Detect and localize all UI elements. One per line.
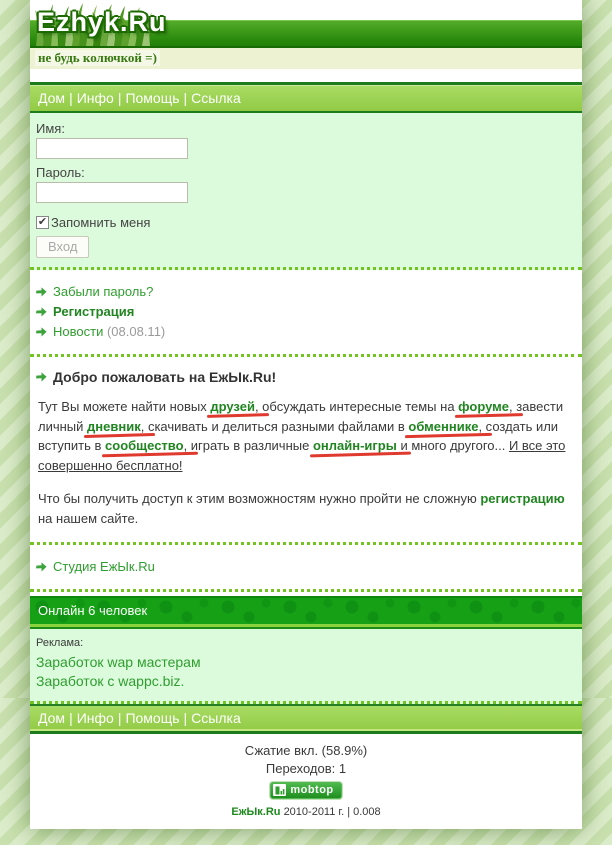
community-link[interactable]: сообщество [105, 438, 184, 453]
news-link[interactable]: Новости [53, 324, 104, 339]
intro-paragraph [38, 397, 574, 475]
page-container [30, 0, 582, 829]
welcome-title-row [36, 369, 576, 385]
arrow-icon [36, 287, 47, 297]
friends-link[interactable]: друзей [210, 399, 255, 414]
arrow-icon [36, 327, 47, 337]
site-logo[interactable]: Ezhyk.Ru [37, 7, 167, 37]
footer-site-link[interactable]: ЕжЫк.Ru [231, 806, 281, 818]
copyright-line [30, 806, 582, 818]
quick-links [30, 270, 582, 357]
bottom-nav [30, 704, 582, 734]
text-segment: , обсуждать интересные темы на [254, 399, 459, 414]
arrow-icon [36, 372, 47, 382]
name-label: Имя: [36, 121, 65, 136]
password-label: Пароль: [36, 165, 85, 180]
remember-checkbox[interactable]: ✔ [37, 216, 48, 228]
text-segment: на нашем сайте. [38, 510, 139, 526]
ad-link-wap-masters[interactable]: Заработок wap мастерам [36, 654, 201, 670]
nav-home-link[interactable]: Дом [38, 90, 66, 106]
transitions-count: Переходов: 1 [265, 761, 347, 776]
copyright-text: 2010-2011 г. | 0.008 [283, 806, 381, 818]
nav-separator: | [183, 710, 188, 726]
nav-separator: | [183, 90, 188, 106]
registration-inline-link[interactable]: регистрацию [480, 491, 565, 506]
nav-separator: | [69, 710, 73, 726]
text-segment: и много другого... [396, 438, 509, 453]
nav-separator: | [69, 90, 73, 106]
online-count: Онлайн 6 человек [38, 603, 148, 618]
ads-label: Реклама: [36, 637, 84, 649]
nav-link-link[interactable]: Ссылка [191, 90, 241, 106]
studio-row [36, 550, 576, 584]
text-segment: Что бы получить доступ к этим возможностям нужно пройти не сложную [38, 491, 481, 506]
free-note: И все это совершенно бесплатно! [38, 438, 566, 473]
site-tagline: не будь колючкой =) [35, 50, 160, 66]
nav-info-link[interactable]: Инфо [76, 710, 114, 726]
arrow-icon [36, 562, 47, 572]
registration-paragraph [38, 489, 574, 528]
header-gap [30, 69, 582, 82]
name-input[interactable] [36, 138, 188, 159]
arrow-icon [36, 307, 47, 317]
ad-link-wappc[interactable]: Заработок с wappc.biz. [36, 673, 185, 689]
text-segment: , создать или вступить в [38, 418, 559, 453]
mobtop-label: mobtop [290, 784, 334, 796]
nav-separator: | [117, 90, 122, 106]
ads-section [30, 629, 582, 704]
text-segment: , скачивать и делиться разными файлами в [140, 418, 409, 434]
text-segment: Тут Вы можете найти новых [38, 399, 211, 414]
nav-separator: | [117, 710, 122, 726]
remember-row [36, 215, 576, 230]
list-item [36, 324, 576, 339]
text-segment: , завести личный [38, 399, 564, 434]
file-exchange-link[interactable]: обменнике [408, 418, 479, 434]
list-item [36, 304, 576, 319]
login-form [30, 113, 582, 270]
diary-link[interactable]: дневник [87, 418, 141, 434]
nav-info-link[interactable]: Инфо [76, 90, 114, 106]
background-stripes [0, 829, 612, 845]
forum-link[interactable]: форуме [458, 399, 509, 414]
forgot-password-link[interactable]: Забыли пароль? [53, 284, 154, 299]
phone-icon [273, 784, 286, 796]
nav-link-link[interactable]: Ссылка [191, 710, 241, 726]
welcome-section [30, 357, 582, 596]
text-segment: , играть в различные [183, 438, 313, 453]
news-date: (08.08.11) [106, 324, 166, 339]
online-status-bar [30, 596, 582, 627]
login-button[interactable]: Вход [36, 236, 89, 258]
studio-link[interactable]: Студия ЕжЫк.Ru [53, 559, 155, 574]
dotted-divider [30, 542, 582, 545]
nav-home-link[interactable]: Дом [38, 710, 66, 726]
tagline-strip [30, 48, 582, 69]
online-games-link[interactable]: онлайн-игры [312, 438, 397, 453]
registration-link[interactable]: Регистрация [53, 304, 135, 319]
nav-help-link[interactable]: Помощь [125, 710, 180, 726]
top-nav [30, 86, 582, 113]
footer [30, 734, 582, 829]
nav-help-link[interactable]: Помощь [125, 90, 180, 106]
remember-label: Запомнить меня [51, 215, 151, 230]
mobtop-counter-badge[interactable] [270, 782, 341, 799]
list-item [36, 284, 576, 299]
compression-status: Сжатие вкл. (58.9%) [244, 743, 368, 758]
page-title: Добро пожаловать на ЕжЫк.Ru! [53, 369, 277, 385]
password-input[interactable] [36, 182, 188, 203]
